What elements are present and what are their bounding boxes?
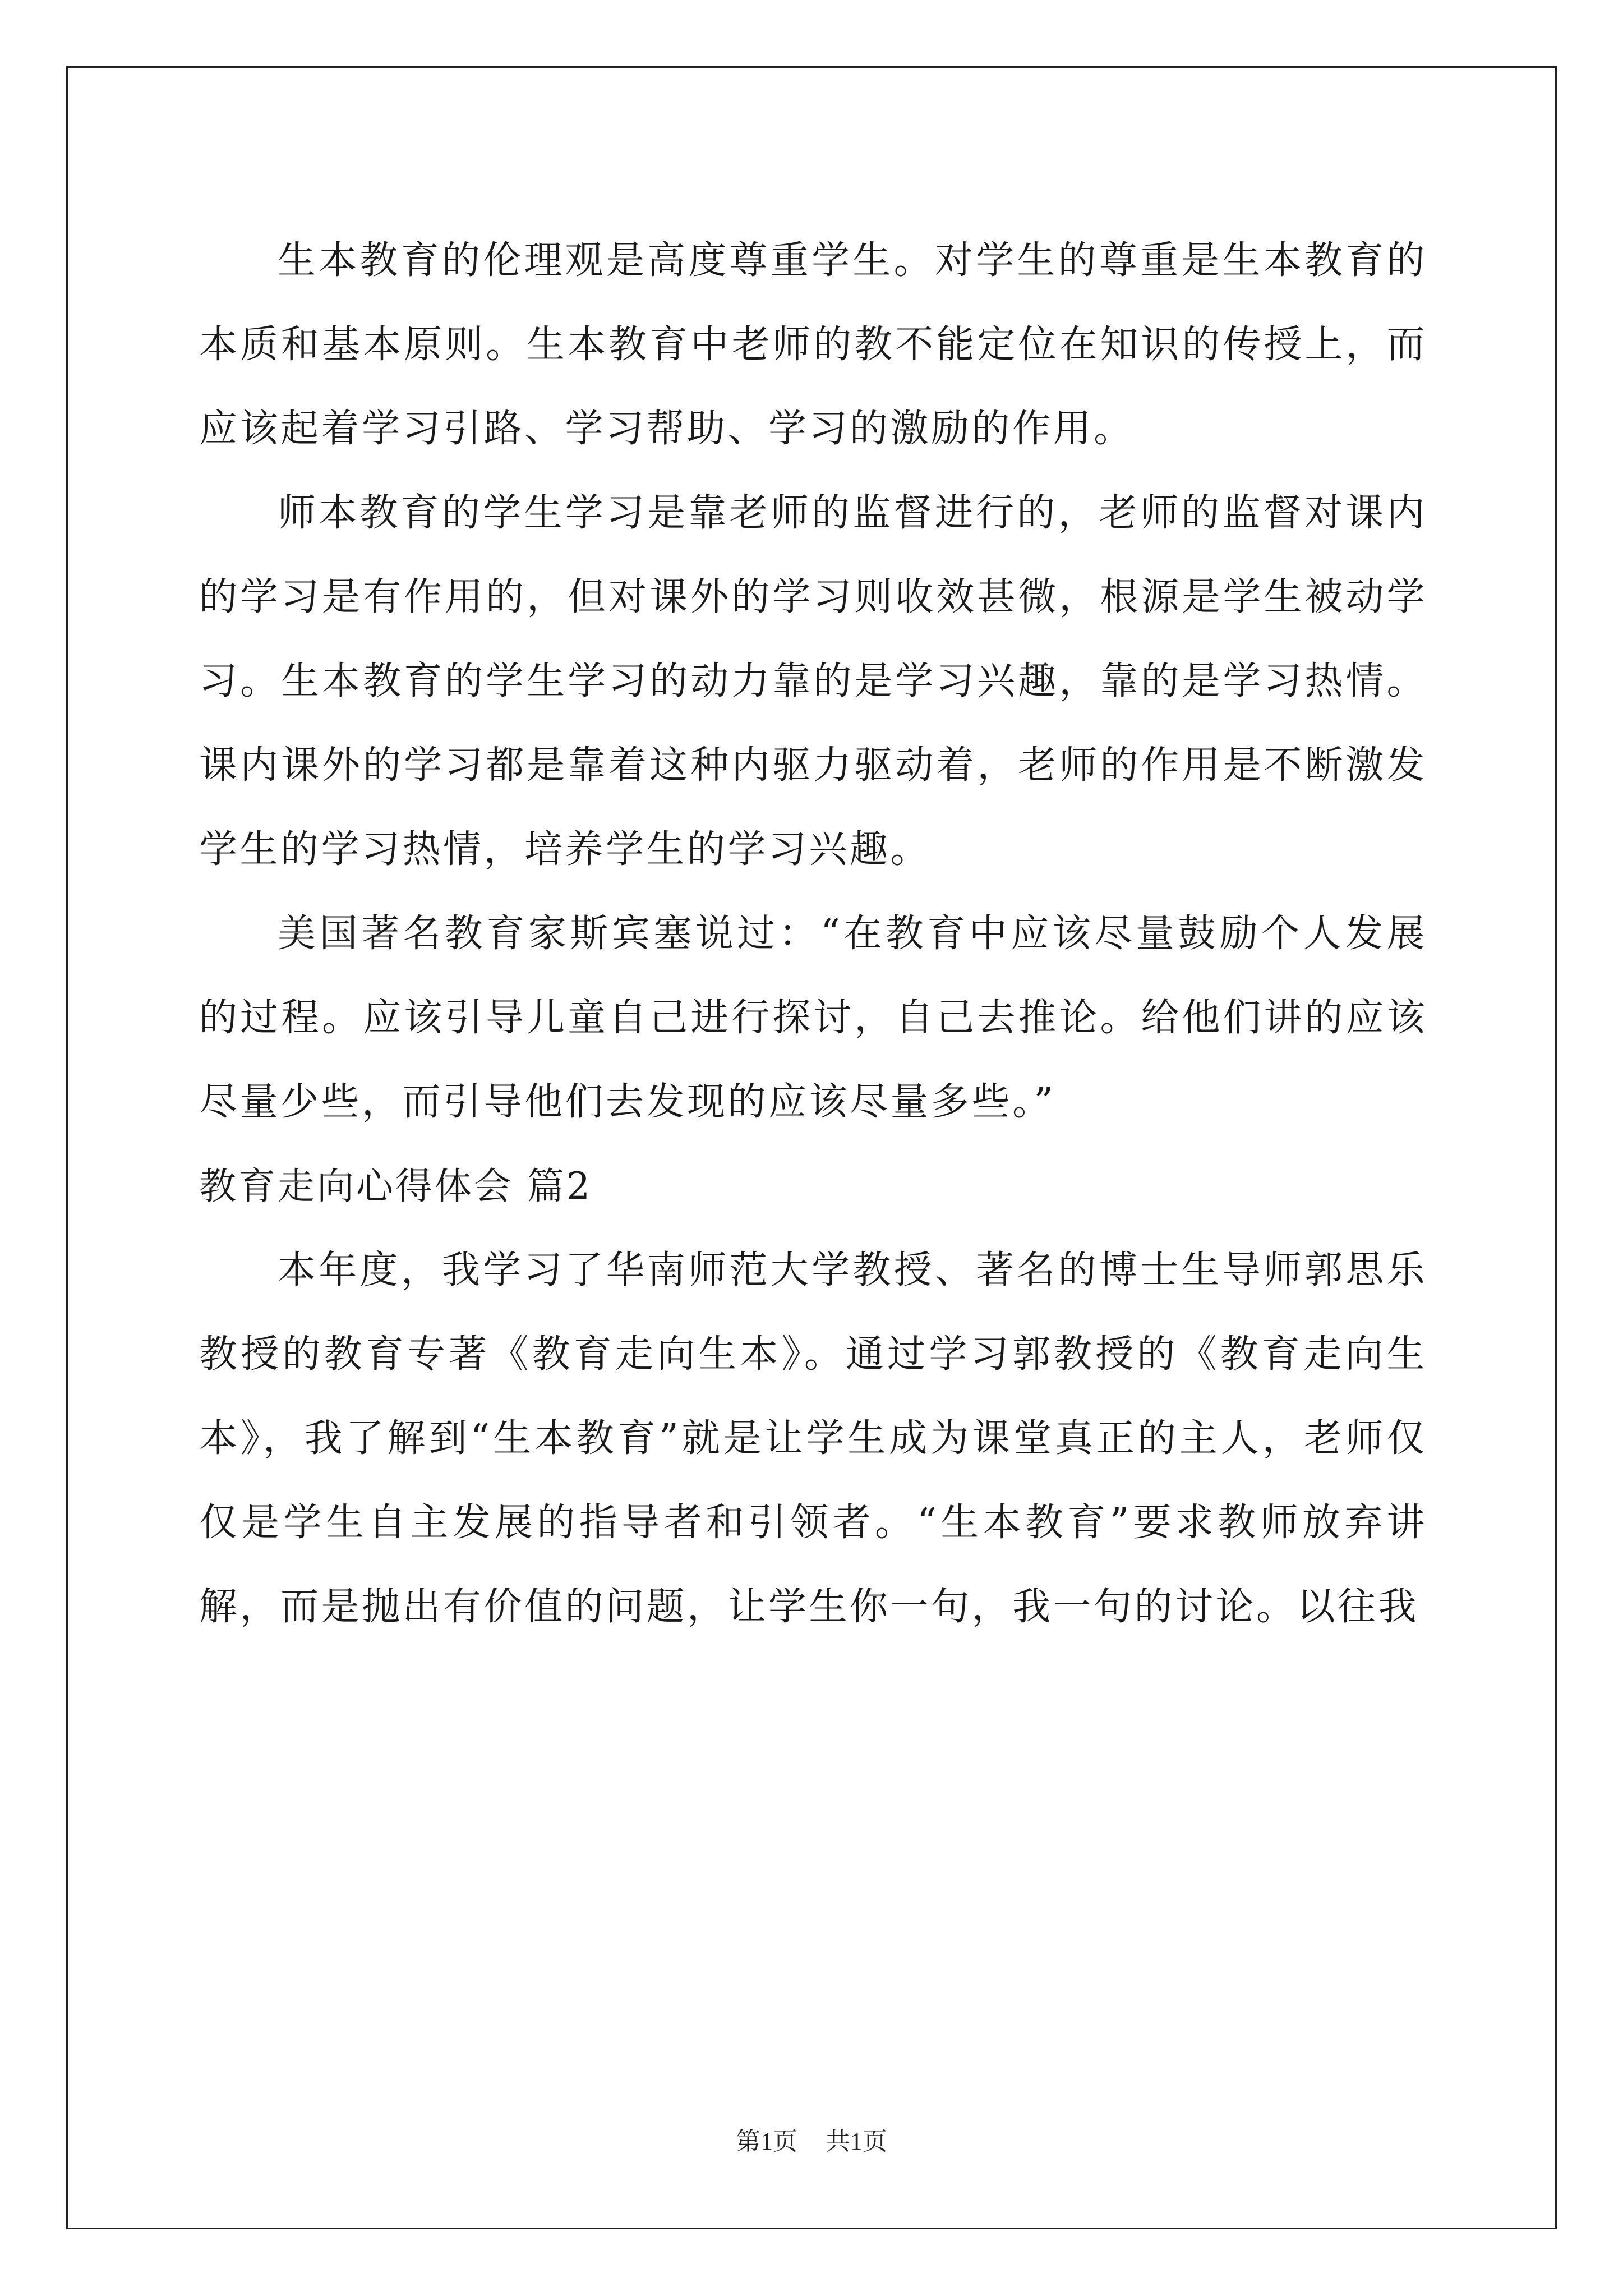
page-number-current: 第1页	[736, 2128, 797, 2155]
document-body	[199, 219, 1427, 1649]
paragraph-2: 师本教育的学生学习是靠老师的监督进行的，老师的监督对课内的学习是有作用的，但对课外的学习则收效甚微，根源是学生被动学习。生本教育的学生学习的动力靠的是学习兴趣，靠的是学习热情。课内课外的学习都是靠着这种内驱力驱动着，老师的作用是不断激发学生的学习热情，培养学生的学习兴趣。	[199, 491, 1427, 872]
paragraph-1: 生本教育的伦理观是高度尊重学生。对学生的尊重是生本教育的本质和基本原则。生本教育中老师的教不能定位在知识的传授上，而应该起着学习引路、学习帮助、学习的激励的作用。	[199, 238, 1427, 451]
page-number-total: 共1页	[826, 2128, 887, 2155]
paragraph-4: 本年度，我学习了华南师范大学教授、著名的博士生导师郭思乐教授的教育专著《教育走向生本》。通过学习郭教授的《教育走向生本》，我了解到“生本教育”就是让学生成为课堂真正的主人，老师仅仅是学生自主发展的指导者和引领者。“生本教育”要求教师放弃讲解，而是抛出有价值的问题，让学生你一句，我一句的讨论。以往我	[199, 1248, 1427, 1629]
paragraph-3: 美国著名教育家斯宾塞说过：“在教育中应该尽量鼓励个人发展的过程。应该引导儿童自己进行探讨，自己去推论。给他们讲的应该尽量少些，而引导他们去发现的应该尽量多些。”	[199, 912, 1427, 1124]
page-footer	[0, 2125, 1623, 2159]
section-heading: 教育走向心得体会 篇2	[199, 1165, 592, 1208]
